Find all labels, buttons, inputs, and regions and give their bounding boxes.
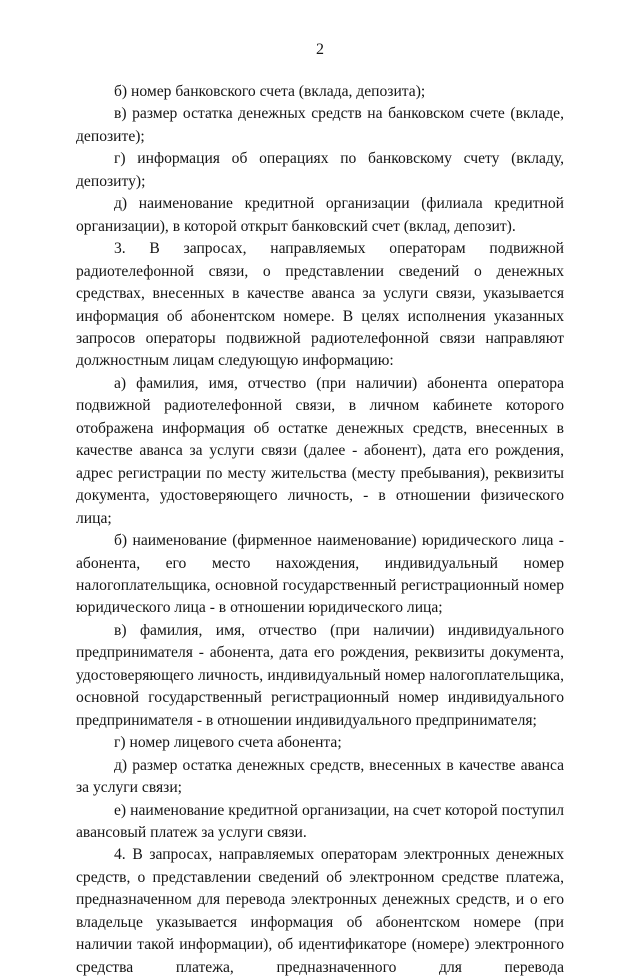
paragraph-v-entrepreneur: в) фамилия, имя, отчество (при наличии) индивидуального предпринимателя - абонента, дата его рождения, реквизиты документа, удостоверяющего личность, индивидуальный номер налогоплательщика, основной государственный регистрационный номер индивидуального предпринимателя - в отношении индивидуального предпринимателя; bbox=[76, 621, 564, 729]
paragraph-a-individual-subscriber: а) фамилия, имя, отчество (при наличии) абонента оператора подвижной радиотелефонной связи, в личном кабинете которого отображена информация об остатке денежных средств, внесенных в качестве аванса за услуги связи (далее - абонент), дата его рождения, адрес регистрации по месту жительства (месту пребывания), реквизиты документа, удостоверяющего личность, - в отношении физического лица; bbox=[76, 374, 564, 527]
paragraph-g-personal-account: г) номер лицевого счета абонента; bbox=[114, 734, 342, 752]
paragraph-d-advance-balance: д) размер остатка денежных средств, внесенных в качестве аванса за услуги связи; bbox=[76, 756, 564, 797]
paragraph-b-legal-entity: б) наименование (фирменное наименование) юридического лица - абонента, его место нахождения, индивидуальный номер налогоплательщика, основной государственный регистрационный номер юридического лица - в отношении юридического лица; bbox=[76, 532, 564, 617]
paragraph-e-credit-organization: е) наименование кредитной организации, на счет которой поступил авансовый платеж за услуги связи. bbox=[76, 801, 564, 841]
page-number: 2 bbox=[316, 41, 324, 58]
paragraph-4-e-money-operators: 4. В запросах, направляемых операторам электронных денежных средств, о представлении сведений об электронном средстве платежа, предназначенном для перевода электронных денежных средств, и о его владельце указывается информация об абонентском номере (при наличии такой информации), об идентификаторе (номере) электронного средства платежа, предназначенного для перевода bbox=[76, 846, 564, 976]
paragraph-d-credit-organization: д) наименование кредитной организации (филиала кредитной организации), в которой открыт банковский счет (вклад, депозит). bbox=[76, 195, 564, 235]
paragraph-v-account-balance: в) размер остатка денежных средств на банковском счете (вкладе, депозите); bbox=[76, 105, 564, 145]
paragraph-3-mobile-operators: 3. В запросах, направляемых операторам подвижной радиотелефонной связи, о представлении сведений о денежных средствах, внесенных в качестве аванса за услуги связи, указывается информация об абонентском номере. В целях исполнения указанных запросов операторы подвижной радиотелефонной связи направляют должностным лицам следующую информацию: bbox=[76, 240, 564, 370]
document-body bbox=[76, 81, 564, 979]
paragraph-b-account-number: б) номер банковского счета (вклада, депозита); bbox=[114, 83, 426, 100]
paragraph-g-account-operations: г) информация об операциях по банковскому счету (вкладу, депозиту); bbox=[76, 150, 564, 190]
